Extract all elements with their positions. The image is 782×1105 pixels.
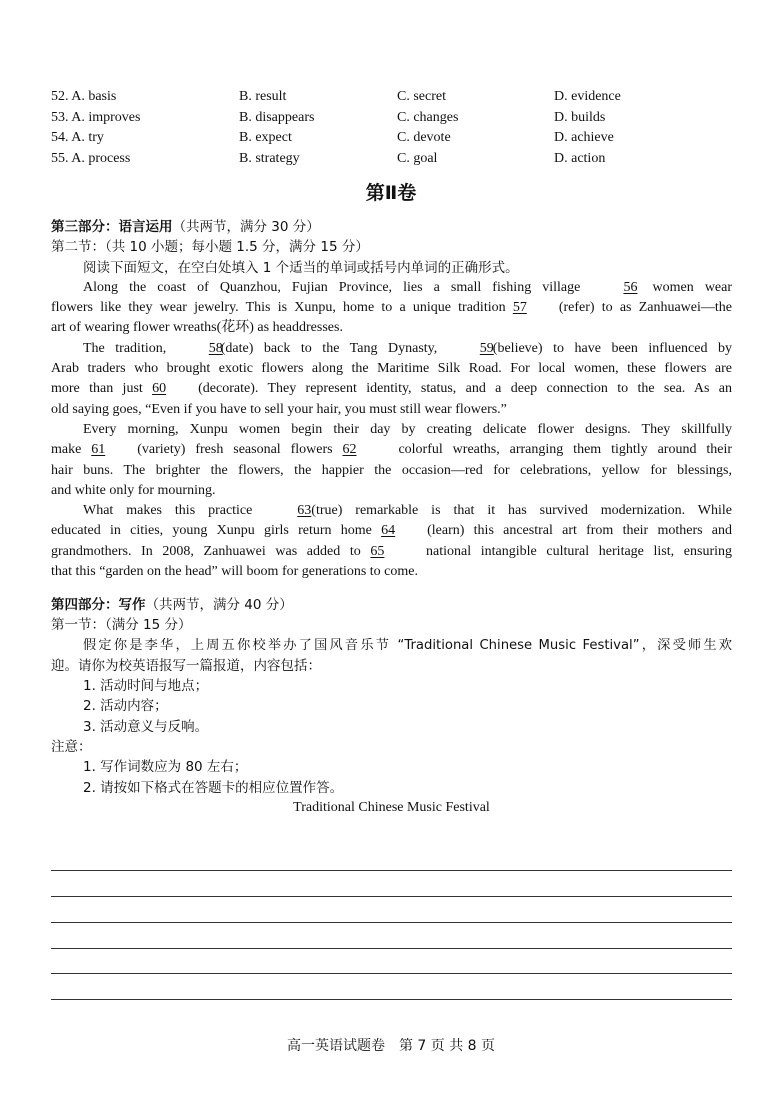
passage-text: (decorate). They represent identity, status, and a deep connection to the sea. As an (198, 381, 732, 397)
passage-line: art of wearing flower wreaths(花环) as headdresses. (51, 320, 343, 336)
option-d: D. action (554, 150, 606, 166)
writing-line (51, 949, 732, 975)
prompt-line: 假定你是李华，上周五你校举办了国风音乐节 “Traditional Chinese Music Festival”，深受师生欢 (83, 637, 732, 653)
option-b: B. expect (239, 130, 292, 145)
passage-text: Along the coast of Quanzhou, Fujian Province, lies a small fishing village (83, 279, 581, 295)
prompt-line: 迎。请你为校英语报写一篇报道，内容包括： (51, 657, 321, 674)
mc-row-53 (51, 108, 731, 129)
passage-text: grandmothers. In 2008, Zanhuawei was added to (51, 543, 361, 559)
passage-line (51, 278, 732, 298)
passage-line (51, 440, 732, 460)
content-item: 2. 活动内容； (83, 698, 168, 715)
passage-text: more than just (51, 381, 143, 397)
blank-60: 60 (152, 381, 167, 397)
passage-text: (refer) to as Zanhuawei—the (558, 300, 733, 316)
part4-subheading: 第一节：（满分 15 分） (51, 617, 192, 634)
passage-line (51, 298, 732, 318)
passage-text: What makes this practice (83, 503, 253, 519)
passage-text: women wear (652, 279, 733, 295)
passage-line (51, 521, 732, 541)
blank-65: 65 (370, 543, 385, 559)
part3-heading-bold: 第三部分：语言运用 (51, 219, 173, 235)
option-b: B. disappears (239, 109, 315, 125)
passage-line (51, 379, 732, 399)
option-a: 53. A. improves (51, 109, 141, 125)
mc-row-52 (51, 87, 731, 108)
section-title: 第Ⅱ卷 (365, 182, 417, 204)
part4-heading (51, 595, 732, 615)
writing-area (51, 845, 732, 1000)
passage-line: Every morning, Xunpu women begin their day by creating delicate flower designs. They skillfully (83, 421, 732, 437)
part4-section (51, 595, 732, 818)
passage-text: make (51, 442, 82, 458)
passage-line (51, 501, 732, 521)
passage-line: hair buns. The brighter the flowers, the happier the occasion—red for celebrations, yellow for blessings, (51, 462, 732, 478)
mc-row-54 (51, 128, 731, 149)
passage-line: Arab traders who brought exotic flowers along the Maritime Silk Road. For local women, these flowers are (51, 361, 732, 377)
blank-56: 56 (623, 279, 638, 295)
passage-text: (learn) this ancestral art from their mothers and (427, 523, 733, 539)
passage-line (51, 339, 732, 359)
option-d: D. evidence (554, 89, 621, 104)
blank-61: 61 (91, 442, 106, 458)
blank-64: 64 (381, 523, 396, 539)
option-c: C. devote (397, 130, 451, 145)
writing-line (51, 871, 732, 897)
content-item: 3. 活动意义与反响。 (83, 718, 209, 735)
passage-text: (believe) to have been influenced by (492, 340, 733, 356)
mc-options (51, 87, 731, 169)
part3-subheading: 第二节：（共 10 小题；每小题 1.5 分，满分 15 分） (51, 239, 369, 256)
passage-line: and white only for mourning. (51, 482, 216, 498)
note-item: 1. 写作词数应为 80 左右； (83, 759, 248, 776)
passage-text: (variety) fresh seasonal flowers (137, 442, 333, 458)
passage-line (51, 542, 732, 562)
option-b: B. strategy (239, 150, 300, 166)
part3-instruction: 阅读下面短文，在空白处填入 1 个适当的单词或括号内单词的正确形式。 (83, 259, 519, 276)
blank-59: 59 (479, 340, 494, 356)
option-a: 54. A. try (51, 130, 104, 145)
blank-58: 58 (208, 340, 223, 356)
blank-62: 62 (342, 442, 357, 458)
passage-text: flowers like they wear jewelry. This is Xunpu, home to a unique tradition (51, 300, 506, 316)
passage-text: The tradition, (83, 340, 167, 356)
blank-63: 63 (297, 503, 312, 519)
content-item: 1. 活动时间与地点； (83, 678, 209, 695)
note-item: 2. 请按如下格式在答题卡的相应位置作答。 (83, 779, 344, 796)
writing-line (51, 923, 732, 949)
passage-text: educated in cities, young Xunpu girls return home (51, 523, 372, 539)
option-c: C. changes (397, 109, 459, 125)
option-d: D. builds (554, 109, 606, 125)
passage-text: colorful wreaths, arranging them tightly around their (398, 442, 733, 458)
option-a: 55. A. process (51, 150, 131, 166)
page-footer: 高一英语试题卷 第 7 页 共 8 页 (286, 1038, 496, 1054)
passage-text: national intangible cultural heritage list, ensuring (426, 543, 732, 559)
passage-text: (true) remarkable is that it has survived modernization. While (311, 503, 733, 519)
option-d: D. achieve (554, 130, 614, 145)
writing-line (51, 845, 732, 871)
part3-section (51, 217, 732, 582)
part4-heading-rest: （共两节，满分 40 分） (145, 597, 293, 613)
writing-line (51, 897, 732, 923)
option-a: 52. A. basis (51, 89, 117, 104)
option-c: C. secret (397, 89, 446, 104)
part3-heading-rest: （共两节，满分 30 分） (172, 219, 320, 235)
option-b: B. result (239, 89, 287, 104)
writing-line (51, 974, 732, 1000)
note-label: 注意： (51, 739, 92, 756)
passage-text: (date) back to the Tang Dynasty, (220, 340, 438, 356)
mc-row-55 (51, 149, 731, 170)
blank-57: 57 (512, 300, 527, 316)
option-c: C. goal (397, 150, 438, 166)
passage-line: that this “garden on the head” will boom for generations to come. (51, 564, 419, 580)
essay-title: Traditional Chinese Music Festival (293, 799, 490, 815)
part4-heading-bold: 第四部分：写作 (51, 597, 146, 613)
passage-line: old saying goes, “Even if you have to sell your hair, you must still wear flowers.” (51, 401, 507, 417)
part3-heading (51, 217, 732, 237)
